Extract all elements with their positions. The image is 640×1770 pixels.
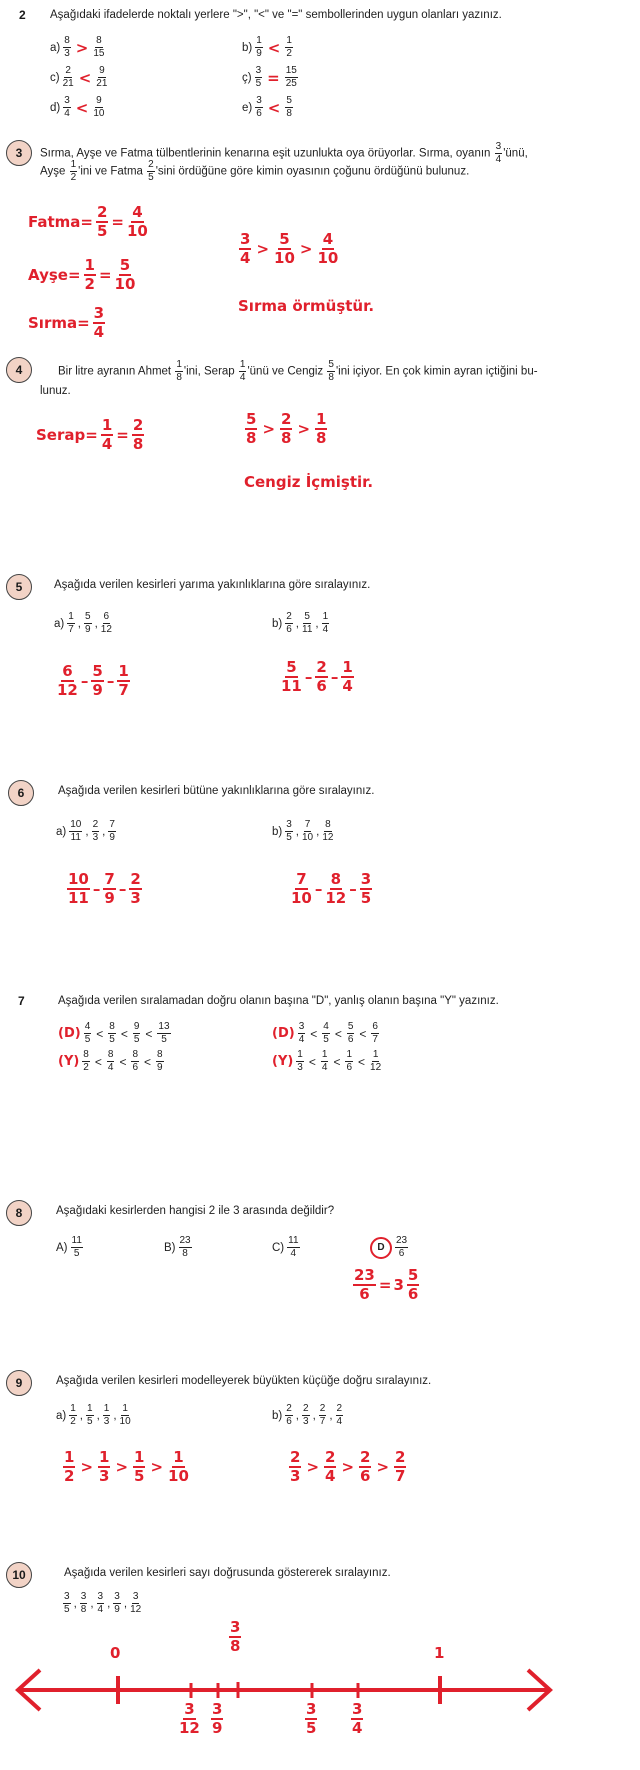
question-number-2: 2 <box>19 8 26 22</box>
q7-item-3: (Y) $\frac{8}{2}$ < $\frac{8}{4}$ < $\frac{8}{6}$ < $\frac{8}{9}$ <box>58 1049 163 1073</box>
q7-item-2: (D) $\frac{3}{4}$ < $\frac{4}{5}$ < $\frac{5}{6}$ < $\frac{6}{7}$ <box>272 1021 378 1045</box>
label-3-8: $\frac{3}{8}$ <box>230 1618 241 1655</box>
q4-answer-serap: Serap= $\frac{1}{4}$ = $\frac{2}{8}$ <box>36 416 144 453</box>
label-3-12: $\frac{3}{12}$ <box>179 1700 200 1737</box>
q3-answer-sirma: Sırma= $\frac{3}{4}$ <box>28 304 105 341</box>
q3-ordering: $\frac{3}{4}$ > $\frac{5}{10}$ > $\frac{4}{10}$ <box>240 230 339 267</box>
question-number-6: 6 <box>8 780 34 806</box>
q8-option-c: C) $\frac{11}{4}$ <box>272 1235 299 1259</box>
q9-given-b: b) $\frac{2}{6}$ , $\frac{2}{3}$ , $\frac{2}{7}$ , $\frac{2}{4}$ <box>272 1403 343 1427</box>
q6-answer-b: $\frac{7}{10}$ – $\frac{8}{12}$ – $\frac{3}{5}$ <box>291 870 372 907</box>
q6-given-b: b) $\frac{3}{5}$ , $\frac{7}{10}$ , $\frac{8}{12}$ <box>272 819 334 843</box>
question-8-text: Aşağıdaki kesirlerden hangisi 2 ile 3 arasında değildir? <box>56 1205 335 1217</box>
q10-given: $\frac{3}{5}$ , $\frac{3}{8}$ , $\frac{3}{4}$ , $\frac{3}{9}$ , $\frac{3}{12}$ <box>64 1591 142 1615</box>
question-7-text: Aşağıda verilen sıralamadan doğru olanın başına "D", yanlış olanın başına "Y" yazınız. <box>58 995 499 1007</box>
question-number-3: 3 <box>6 140 32 166</box>
number-line <box>0 1640 640 1770</box>
q6-answer-a: $\frac{10}{11}$ – $\frac{7}{9}$ – $\frac{2}{3}$ <box>68 870 141 907</box>
q9-answer-b: $\frac{2}{3}$ > $\frac{2}{4}$ > $\frac{2}{6}$ > $\frac{2}{7}$ <box>290 1448 406 1485</box>
q5-given-b: b) $\frac{2}{6}$ , $\frac{5}{11}$ , $\frac{1}{4}$ <box>272 611 329 635</box>
q5-answer-b: $\frac{5}{11}$ – $\frac{2}{6}$ – $\frac{1}{4}$ <box>281 658 353 695</box>
q5-answer-a: $\frac{6}{12}$ – $\frac{5}{9}$ – $\frac{1}{7}$ <box>57 662 129 699</box>
q8-option-b: B) $\frac{23}{8}$ <box>164 1235 191 1259</box>
question-3-line-1: Sırma, Ayşe ve Fatma tülbentlerinin kenarına eşit uzunlukta oya örüyorlar. Sırma, oyanın $\frac{3}{4}$ 'ünü, <box>40 141 528 165</box>
q2-item-e: e) $\frac{3}{6}$ < $\frac{5}{8}$ <box>242 95 292 119</box>
q2-item-b: b) $\frac{1}{9}$ < $\frac{1}{2}$ <box>242 35 292 59</box>
q8-option-a: A) $\frac{11}{5}$ <box>56 1235 82 1259</box>
question-number-8: 8 <box>6 1200 32 1226</box>
question-5-text: Aşağıda verilen kesirleri yarıma yakınlıklarına göre sıralayınız. <box>54 579 371 591</box>
q4-ordering: $\frac{5}{8}$ > $\frac{2}{8}$ > $\frac{1}{8}$ <box>246 410 327 447</box>
label-one: 1 <box>434 1644 445 1662</box>
q3-answer-fatma: Fatma= $\frac{2}{5}$ = $\frac{4}{10}$ <box>28 203 148 240</box>
q2-item-a: a) $\frac{8}{3}$ > $\frac{8}{15}$ <box>50 35 105 59</box>
q3-answer-ayse: Ayşe= $\frac{1}{2}$ = $\frac{5}{10}$ <box>28 256 136 293</box>
label-3-4: $\frac{3}{4}$ <box>352 1700 363 1737</box>
q6-given-a: a) $\frac{10}{11}$ , $\frac{2}{3}$ , $\frac{7}{9}$ <box>56 819 115 843</box>
label-3-9: $\frac{3}{9}$ <box>212 1700 223 1737</box>
q8-selected-mark: D <box>370 1237 392 1259</box>
q4-conclusion: Cengiz İçmiştir. <box>244 473 374 491</box>
label-3-5: $\frac{3}{5}$ <box>306 1700 317 1737</box>
question-3-line-2: Ayşe $\frac{1}{2}$ 'ini ve Fatma $\frac{2}{5}$ 'sini ördüğüne göre kimin oyasının çoğunu ördüğünü bulunuz. <box>40 159 470 183</box>
q2-item-c: c) $\frac{2}{21}$ < $\frac{9}{21}$ <box>50 65 108 89</box>
q7-item-1: (D) $\frac{4}{5}$ < $\frac{8}{5}$ < $\frac{9}{5}$ < $\frac{13}{5}$ <box>58 1021 170 1045</box>
question-6-text: Aşağıda verilen kesirleri bütüne yakınlıklarına göre sıralayınız. <box>58 785 375 797</box>
q8-option-d: D $\frac{23}{6}$ <box>370 1236 409 1259</box>
question-number-10: 10 <box>6 1562 32 1588</box>
q3-conclusion: Sırma örmüştür. <box>238 297 375 315</box>
q2-item-cc: ç) $\frac{3}{5}$ = $\frac{15}{25}$ <box>242 65 297 89</box>
question-number-9: 9 <box>6 1370 32 1396</box>
question-number-4: 4 <box>6 357 32 383</box>
question-number-7: 7 <box>18 994 25 1008</box>
label-zero: 0 <box>110 1644 121 1662</box>
q2-item-d: d) $\frac{3}{4}$ < $\frac{9}{10}$ <box>50 95 105 119</box>
q5-given-a: a) $\frac{1}{7}$ , $\frac{5}{9}$ , $\frac{6}{12}$ <box>54 611 112 635</box>
question-10-text: Aşağıda verilen kesirleri sayı doğrusunda göstererek sıralayınız. <box>64 1567 391 1579</box>
question-9-text: Aşağıda verilen kesirleri modelleyerek büyükten küçüğe doğru sıralayınız. <box>56 1375 432 1387</box>
question-4-line-2: lunuz. <box>40 385 71 397</box>
q9-given-a: a) $\frac{1}{2}$ , $\frac{1}{5}$ , $\frac{1}{3}$ , $\frac{1}{10}$ <box>56 1403 131 1427</box>
question-2-text: Aşağıdaki ifadelerde noktalı yerlere ">", "<" ve "=" sembollerinden uygun olanları yazınız. <box>50 9 502 21</box>
q9-answer-a: $\frac{1}{2}$ > $\frac{1}{3}$ > $\frac{1}{5}$ > $\frac{1}{10}$ <box>64 1448 189 1485</box>
q8-answer: $\frac{23}{6}$ = 3 $\frac{5}{6}$ <box>354 1266 419 1303</box>
q7-item-4: (Y) $\frac{1}{3}$ < $\frac{1}{4}$ < $\frac{1}{6}$ < $\frac{1}{12}$ <box>272 1049 382 1073</box>
question-number-5: 5 <box>6 574 32 600</box>
question-4-line-1: Bir litre ayranın Ahmet $\frac{1}{8}$ 'ini, Serap $\frac{1}{4}$ 'ünü ve Cengiz $\frac{5}{8}$ 'ini içiyor. En çok kimin ayran içtiğini bu- <box>58 359 538 383</box>
